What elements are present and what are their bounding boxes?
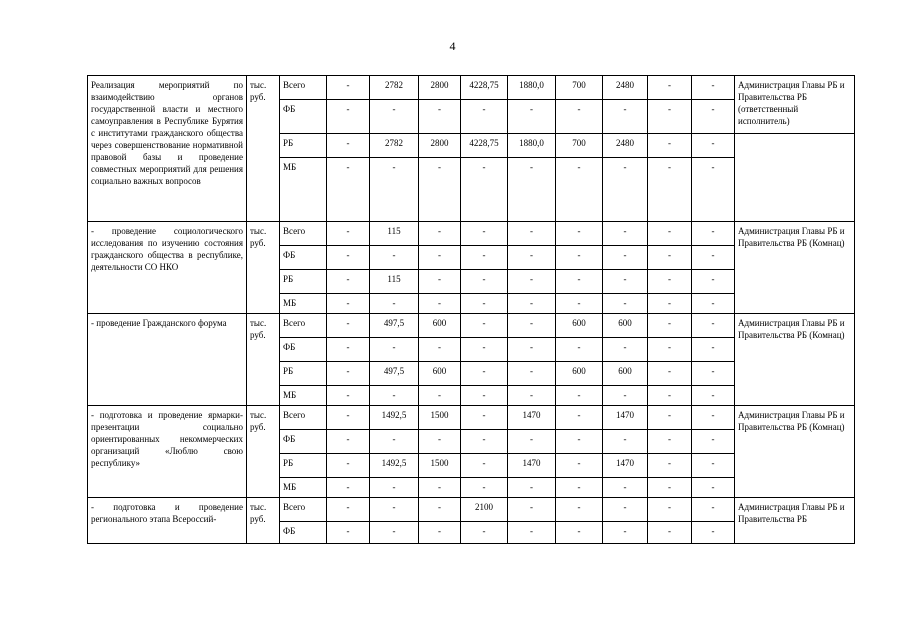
value-cell: - (419, 522, 461, 544)
value-cell: - (461, 294, 508, 314)
funding-source-cell: РБ (280, 362, 327, 386)
value-cell: 600 (556, 314, 603, 338)
value-cell: - (692, 498, 735, 522)
activity-description: - подготовка и проведение ярмарки-презентации социально ориентированных некоммерческих организаций «Люблю свою республику» (88, 406, 247, 498)
value-cell: - (603, 522, 648, 544)
value-cell: 600 (419, 314, 461, 338)
value-cell: - (327, 498, 370, 522)
value-cell: - (648, 430, 692, 454)
value-cell: - (648, 294, 692, 314)
value-cell: - (508, 338, 556, 362)
value-cell: 1500 (419, 406, 461, 430)
value-cell: - (648, 134, 692, 158)
value-cell: - (327, 454, 370, 478)
value-cell: - (370, 498, 419, 522)
value-cell: - (461, 270, 508, 294)
value-cell: - (461, 100, 508, 134)
value-cell: - (556, 246, 603, 270)
activity-description: - проведение социологического исследования по изучению состояния гражданского общества в республике, деятельности СО НКО (88, 222, 247, 314)
value-cell: - (648, 498, 692, 522)
responsible-executor: Администрация Главы РБ и Правительства РБ (ответственный исполнитель) (735, 76, 855, 134)
value-cell: - (603, 338, 648, 362)
value-cell: - (556, 406, 603, 430)
value-cell: - (461, 478, 508, 498)
value-cell: 115 (370, 222, 419, 246)
value-cell: - (692, 100, 735, 134)
value-cell: 1880,0 (508, 76, 556, 100)
value-cell: 2800 (419, 76, 461, 100)
value-cell: - (327, 478, 370, 498)
value-cell: - (461, 406, 508, 430)
funding-source-cell: МБ (280, 478, 327, 498)
value-cell: 600 (419, 362, 461, 386)
value-cell: - (603, 386, 648, 406)
value-cell: - (692, 222, 735, 246)
value-cell: 600 (556, 362, 603, 386)
responsible-executor: Администрация Главы РБ и Правительства РБ (735, 498, 855, 544)
unit-cell: тыс. руб. (247, 76, 280, 222)
activity-description: Реализация мероприятий по взаимодействию органов государственной власти и местного самоуправления в Республике Бурятия с институтами гражданского общества через совершенствование нормативной правовой базы и проведение совместных мероприятий для решения социально важных вопросов (88, 76, 247, 222)
funding-source-cell: Всего (280, 498, 327, 522)
value-cell: - (692, 386, 735, 406)
value-cell: - (370, 338, 419, 362)
value-cell: 115 (370, 270, 419, 294)
value-cell: - (508, 294, 556, 314)
funding-source-cell: Всего (280, 406, 327, 430)
value-cell: 2782 (370, 134, 419, 158)
value-cell: 1470 (603, 406, 648, 430)
table-row (88, 76, 855, 100)
value-cell: 1880,0 (508, 134, 556, 158)
funding-source-cell: Всего (280, 76, 327, 100)
value-cell: - (692, 430, 735, 454)
activity-description: - подготовка и проведение регионального этапа Всероссий- (88, 498, 247, 544)
funding-source-cell: Всего (280, 222, 327, 246)
value-cell: - (327, 522, 370, 544)
value-cell: - (461, 314, 508, 338)
value-cell: - (556, 338, 603, 362)
value-cell: - (648, 386, 692, 406)
value-cell: - (370, 386, 419, 406)
value-cell: - (370, 478, 419, 498)
value-cell: - (327, 338, 370, 362)
value-cell: - (419, 338, 461, 362)
value-cell: - (692, 338, 735, 362)
funding-source-cell: ФБ (280, 338, 327, 362)
value-cell: - (461, 158, 508, 222)
value-cell: - (692, 406, 735, 430)
funding-source-cell: МБ (280, 158, 327, 222)
value-cell: - (556, 222, 603, 246)
value-cell: - (461, 362, 508, 386)
value-cell: - (648, 246, 692, 270)
value-cell: 2480 (603, 134, 648, 158)
value-cell: 497,5 (370, 362, 419, 386)
value-cell: - (692, 294, 735, 314)
value-cell: - (327, 314, 370, 338)
value-cell: - (508, 522, 556, 544)
value-cell: - (508, 158, 556, 222)
value-cell: - (508, 430, 556, 454)
value-cell: - (461, 246, 508, 270)
value-cell: - (508, 498, 556, 522)
value-cell: - (370, 430, 419, 454)
value-cell: 600 (603, 314, 648, 338)
value-cell: - (556, 498, 603, 522)
value-cell: - (603, 430, 648, 454)
value-cell: - (692, 362, 735, 386)
funding-source-cell: ФБ (280, 100, 327, 134)
value-cell: - (692, 454, 735, 478)
value-cell: - (419, 294, 461, 314)
value-cell: - (556, 522, 603, 544)
value-cell: - (419, 386, 461, 406)
value-cell: - (327, 76, 370, 100)
value-cell: - (648, 338, 692, 362)
value-cell: - (461, 454, 508, 478)
value-cell: - (461, 338, 508, 362)
value-cell: - (692, 158, 735, 222)
value-cell: - (692, 478, 735, 498)
value-cell: 700 (556, 76, 603, 100)
table-row (88, 314, 855, 338)
value-cell: - (327, 134, 370, 158)
value-cell: 4228,75 (461, 134, 508, 158)
value-cell: - (692, 76, 735, 100)
value-cell: - (419, 158, 461, 222)
value-cell: 1470 (603, 454, 648, 478)
unit-cell: тыс. руб. (247, 222, 280, 314)
value-cell: - (370, 100, 419, 134)
value-cell: - (370, 294, 419, 314)
value-cell: - (370, 158, 419, 222)
value-cell: - (419, 222, 461, 246)
value-cell: - (461, 222, 508, 246)
value-cell: - (648, 158, 692, 222)
funding-source-cell: МБ (280, 386, 327, 406)
table-row (88, 498, 855, 522)
value-cell: 700 (556, 134, 603, 158)
responsible-executor: Администрация Главы РБ и Правительства РБ (Комнац) (735, 222, 855, 314)
value-cell: - (692, 134, 735, 158)
value-cell: - (556, 454, 603, 478)
value-cell: - (327, 270, 370, 294)
value-cell: - (508, 100, 556, 134)
page-number: 4 (449, 39, 456, 53)
value-cell: - (692, 522, 735, 544)
value-cell: - (419, 270, 461, 294)
responsible-executor: Администрация Главы РБ и Правительства РБ (Комнац) (735, 314, 855, 406)
value-cell: - (648, 478, 692, 498)
table-row (88, 406, 855, 430)
value-cell: - (556, 294, 603, 314)
responsible-executor: Администрация Главы РБ и Правительства РБ (Комнац) (735, 406, 855, 498)
value-cell: 1470 (508, 454, 556, 478)
value-cell: - (648, 222, 692, 246)
funding-source-cell: ФБ (280, 246, 327, 270)
value-cell: 2480 (603, 76, 648, 100)
funding-source-cell: РБ (280, 454, 327, 478)
responsible-empty-cell (735, 134, 855, 222)
value-cell: - (327, 246, 370, 270)
funding-table (87, 75, 855, 544)
value-cell: - (419, 498, 461, 522)
value-cell: - (327, 100, 370, 134)
value-cell: - (508, 478, 556, 498)
unit-cell: тыс. руб. (247, 406, 280, 498)
value-cell: - (648, 362, 692, 386)
activity-description: - проведение Гражданского форума (88, 314, 247, 406)
value-cell: - (419, 100, 461, 134)
value-cell: - (692, 314, 735, 338)
value-cell: 2100 (461, 498, 508, 522)
funding-source-cell: МБ (280, 294, 327, 314)
value-cell: - (370, 246, 419, 270)
value-cell: - (648, 270, 692, 294)
value-cell: - (461, 430, 508, 454)
funding-source-cell: Всего (280, 314, 327, 338)
unit-cell: тыс. руб. (247, 314, 280, 406)
value-cell: - (419, 246, 461, 270)
value-cell: 1500 (419, 454, 461, 478)
value-cell: - (648, 76, 692, 100)
value-cell: - (603, 158, 648, 222)
value-cell: - (327, 362, 370, 386)
value-cell: - (327, 294, 370, 314)
value-cell: 2782 (370, 76, 419, 100)
value-cell: - (603, 100, 648, 134)
value-cell: - (327, 406, 370, 430)
value-cell: - (327, 430, 370, 454)
value-cell: 1492,5 (370, 454, 419, 478)
value-cell: - (603, 294, 648, 314)
value-cell: 1470 (508, 406, 556, 430)
value-cell: - (327, 222, 370, 246)
value-cell: - (508, 314, 556, 338)
value-cell: - (648, 314, 692, 338)
value-cell: - (419, 478, 461, 498)
value-cell: - (648, 100, 692, 134)
value-cell: 2800 (419, 134, 461, 158)
value-cell: - (692, 246, 735, 270)
value-cell: - (603, 222, 648, 246)
value-cell: - (461, 522, 508, 544)
funding-source-cell: ФБ (280, 522, 327, 544)
value-cell: - (648, 522, 692, 544)
value-cell: - (648, 454, 692, 478)
value-cell: - (327, 158, 370, 222)
value-cell: 1492,5 (370, 406, 419, 430)
value-cell: - (692, 270, 735, 294)
value-cell: - (508, 246, 556, 270)
value-cell: - (556, 478, 603, 498)
value-cell: - (556, 100, 603, 134)
unit-cell: тыс. руб. (247, 498, 280, 544)
value-cell: - (648, 406, 692, 430)
value-cell: - (508, 362, 556, 386)
value-cell: - (556, 386, 603, 406)
value-cell: - (508, 386, 556, 406)
value-cell: - (603, 478, 648, 498)
value-cell: 600 (603, 362, 648, 386)
value-cell: - (603, 246, 648, 270)
value-cell: - (327, 386, 370, 406)
value-cell: 497,5 (370, 314, 419, 338)
value-cell: - (556, 158, 603, 222)
value-cell: 4228,75 (461, 76, 508, 100)
funding-source-cell: РБ (280, 270, 327, 294)
funding-source-cell: РБ (280, 134, 327, 158)
value-cell: - (603, 498, 648, 522)
value-cell: - (461, 386, 508, 406)
value-cell: - (556, 430, 603, 454)
value-cell: - (508, 270, 556, 294)
funding-source-cell: ФБ (280, 430, 327, 454)
value-cell: - (370, 522, 419, 544)
value-cell: - (508, 222, 556, 246)
table-row (88, 222, 855, 246)
value-cell: - (556, 270, 603, 294)
value-cell: - (419, 430, 461, 454)
value-cell: - (603, 270, 648, 294)
